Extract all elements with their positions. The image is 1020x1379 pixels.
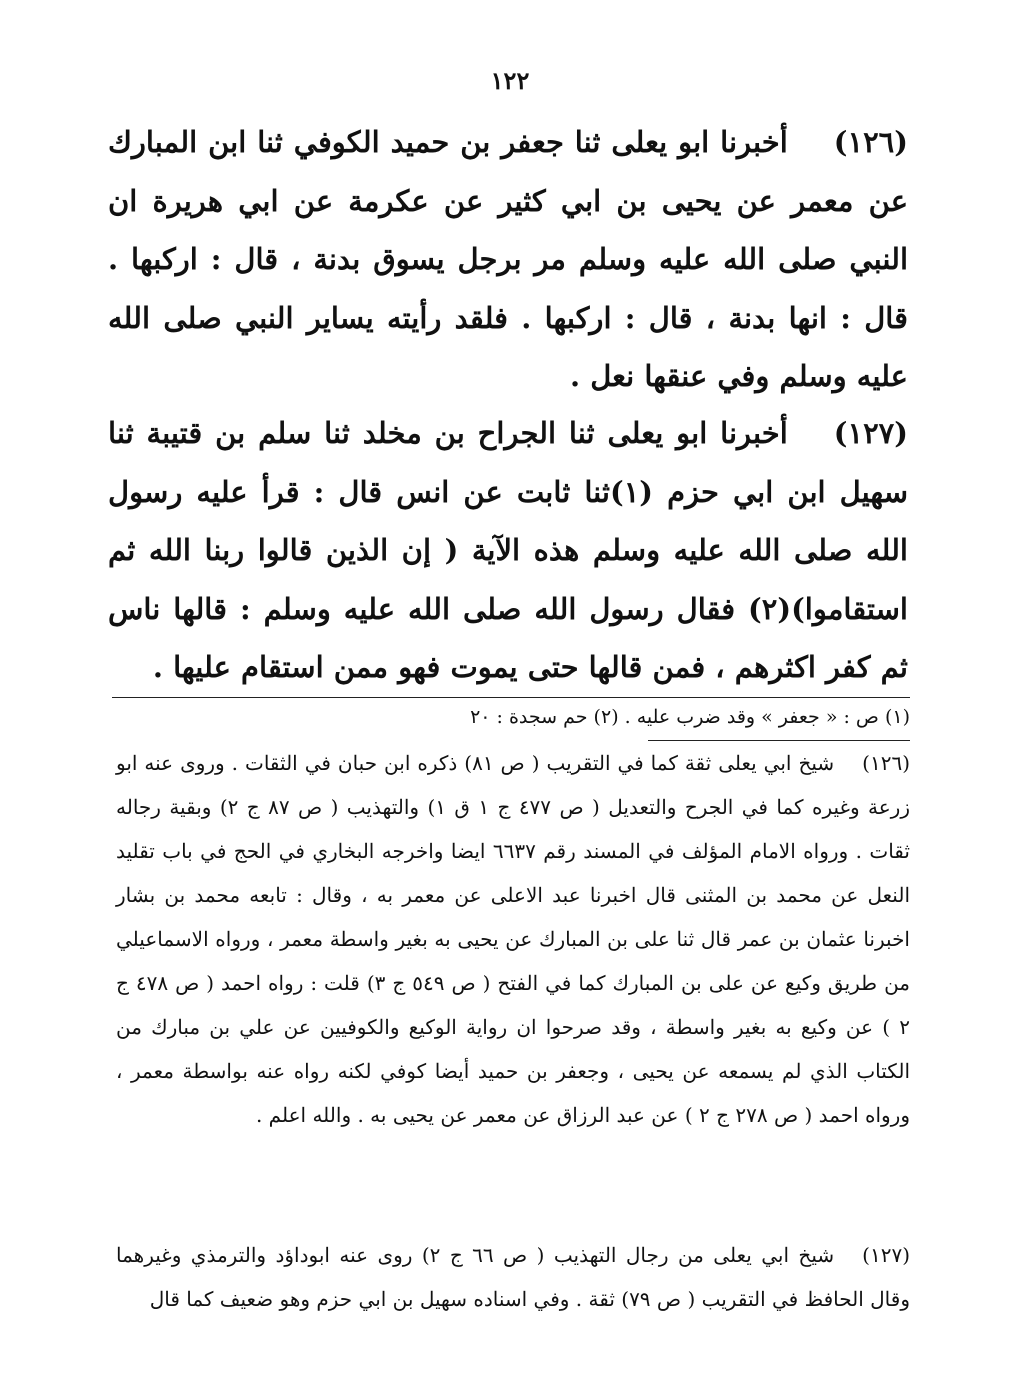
variant-notes: (١) ص : « جعفر » وقد ضرب عليه . (٢) حم سجدة : ٢٠ <box>470 706 910 728</box>
hadith-number: (١٢٧) <box>833 416 908 450</box>
commentary-text: شيخ ابي يعلى من رجال التهذيب ( ص ٦٦ ج ٢) روى عنه ابوداؤد والترمذي وغيرهما وقال الحافظ في التقريب ( ص ٧٩) ثقة . وفي اسناده سهيل بن ابي حزم وهو ضعيف كما قال <box>116 1243 910 1311</box>
commentary-number: (١٢٦) <box>862 751 911 775</box>
commentary-number: (١٢٧) <box>862 1243 910 1267</box>
hadith-text: أخبرنا ابو يعلى ثنا جعفر بن حميد الكوفي ثنا ابن المبارك عن معمر عن يحيى بن ابي كثير عن عكرمة عن ابي هريرة ان النبي صلى الله عليه وسلم مر برجل يسوق بدنة ، قال : اركبها . قال : انها بدنة ، قال : اركبها . فلقد رأيته يساير النبي صلى الله عليه وسلم وفي عنقها نعل . <box>108 125 908 393</box>
commentary-126 <box>116 741 910 1137</box>
hadith-number: (١٢٦) <box>833 125 908 159</box>
hadith-127 <box>108 404 908 697</box>
hadith-126 <box>108 113 908 406</box>
page-number: ١٢٢ <box>490 66 530 95</box>
footnote-divider <box>112 697 910 698</box>
hadith-text: أخبرنا ابو يعلى ثنا الجراح بن مخلد ثنا سلم بن قتيبة ثنا سهيل ابن ابي حزم (١)ثنا ثابت عن انس قال : قرأ عليه رسول الله صلى الله عليه وسلم هذه الآية ( إن الذين قالوا ربنا الله ثم استقاموا)(٢) فقال رسول الله صلى الله عليه وسلم : قالها ناس ثم كفر اكثرهم ، فمن قالها حتى يموت فهو ممن استقام عليها . <box>108 416 909 684</box>
commentary-text: شيخ ابي يعلى ثقة كما في التقريب ( ص ٨١) ذكره ابن حبان في الثقات . وروى عنه ابو زرعة وغيره كما في الجرح والتعديل ( ص ٤٧٧ ج ١ ق ١) والتهذيب ( ص ٨٧ ج ٢) وبقية رجاله ثقات . ورواه الامام المؤلف في المسند رقم ٦٦٣٧ ايضا واخرجه البخاري في الحج في باب تقليد النعل عن محمد بن المثنى قال اخبرنا عبد الاعلى عن معمر به ، وقال : تابعه محمد بن بشار اخبرنا عثمان بن عمر قال ثنا على بن المبارك عن يحيى به بغير واسطة معمر ، ورواه الاسماعيلي من طريق وكيع عن على بن المبارك كما في الفتح ( ص ٥٤٩ ج ٣) قلت : رواه احمد ( ص ٤٧٨ ج ٢ ) عن وكيع به بغير واسطة ، وقد صرحوا ان رواية الوكيع والكوفيين عن علي بن مبارك من الكتاب الذي لم يسمعه عن يحيى ، وجعفر بن حميد أيضا كوفي لكنه رواه عنه بواسطة معمر ، ورواه احمد ( ص ٢٧٨ ج ٢ ) عن عبد الرزاق عن معمر عن يحيى به . والله اعلم . <box>116 751 911 1127</box>
commentary-127 <box>116 1233 910 1321</box>
